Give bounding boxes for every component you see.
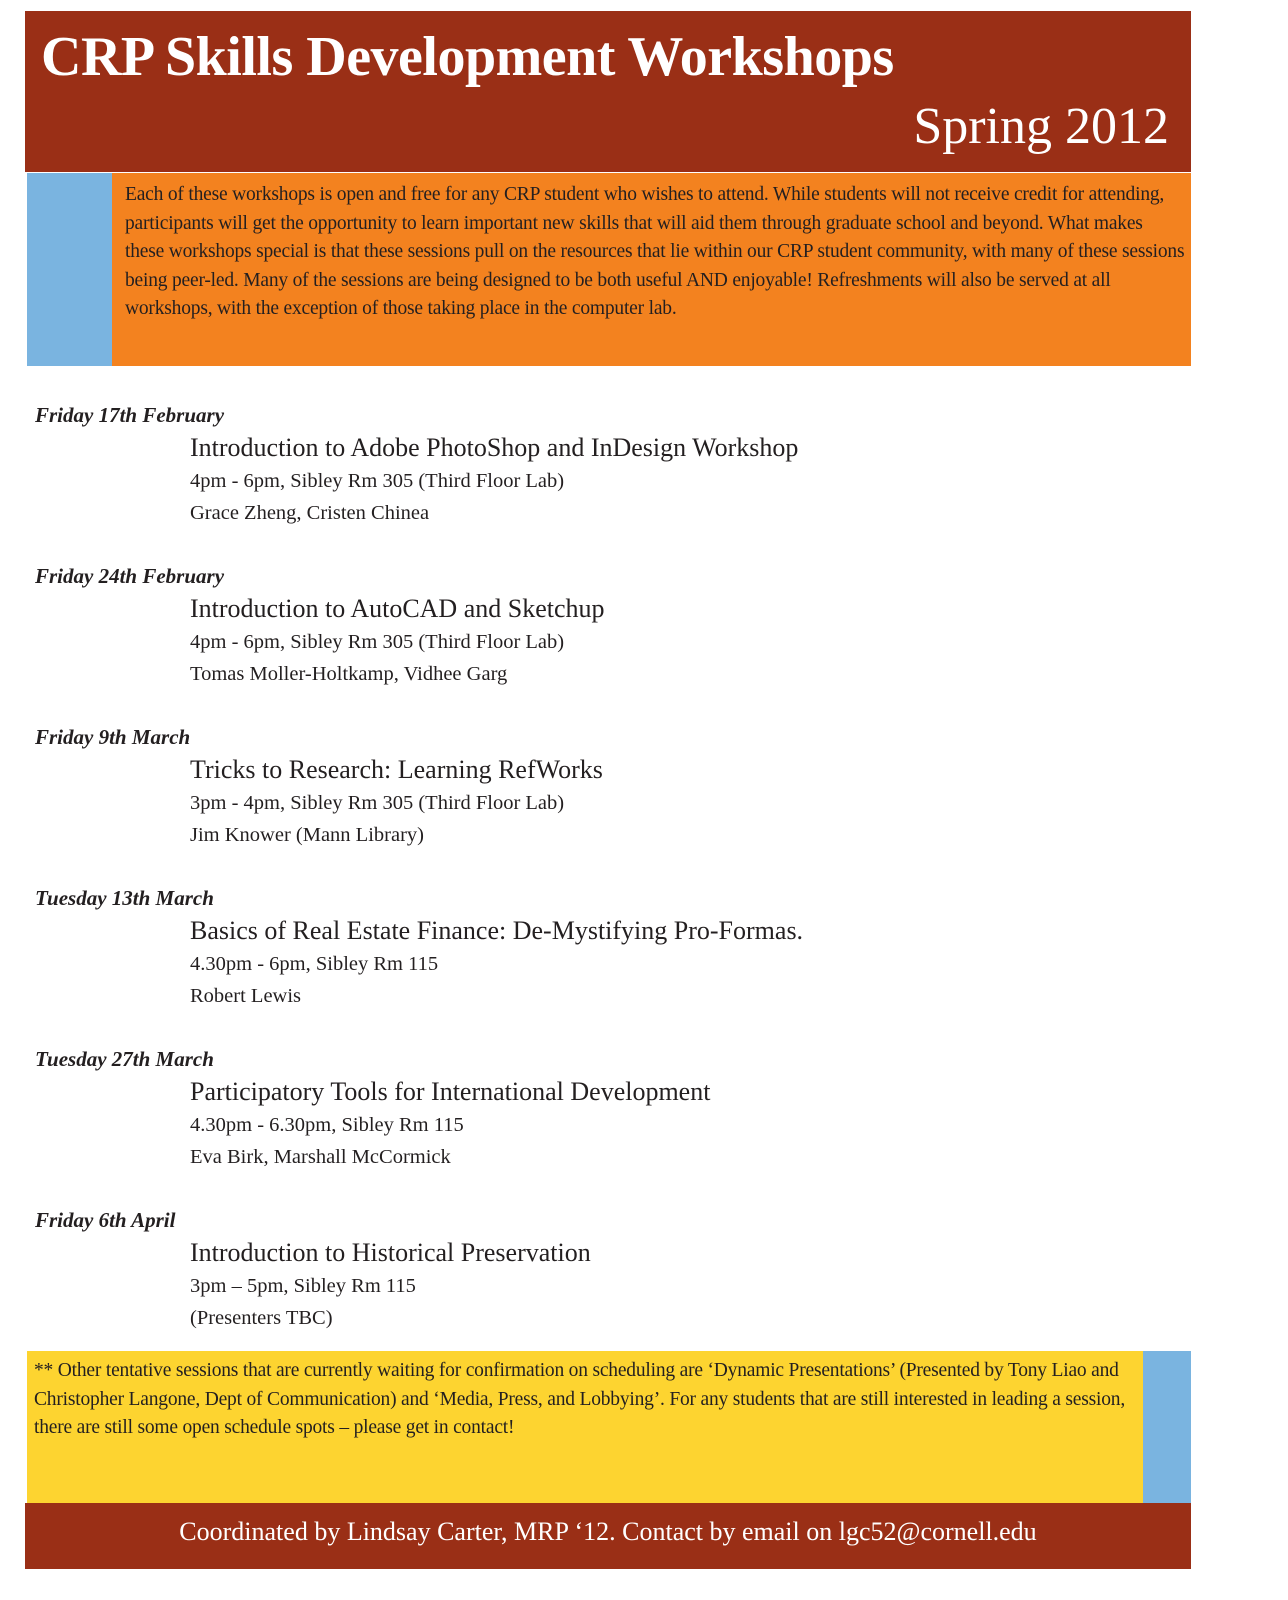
header-banner: [25, 11, 1191, 172]
workshop-time-place: 4pm - 6pm, Sibley Rm 305 (Third Floor Lab): [190, 631, 565, 653]
workshop-time-place: 3pm – 5pm, Sibley Rm 115: [190, 1275, 416, 1297]
workshop-title: Introduction to AutoCAD and Sketchup: [190, 594, 605, 623]
workshop-time-place: 4.30pm - 6pm, Sibley Rm 115: [190, 953, 439, 975]
workshop-item: [0, 1208, 1288, 1358]
workshop-date: Friday 6th April: [35, 1208, 176, 1232]
intro-box: [27, 173, 1191, 366]
note-accent-bar: [1143, 1351, 1191, 1503]
workshop-date: Friday 9th March: [35, 725, 191, 749]
workshop-presenters: Jim Knower (Mann Library): [190, 824, 424, 846]
footer-banner: [25, 1503, 1191, 1569]
page-title: CRP Skills Development Workshops: [41, 26, 894, 88]
workshop-presenters: Robert Lewis: [190, 985, 302, 1007]
workshop-item: [0, 403, 1288, 553]
intro-text: Each of these workshops is open and free for any CRP student who wishes to attend. While students will not receive credit for attending, participants will get the opportunity to learn important new skills that will aid them through graduate school and beyond. What makes these workshops special is that these sessions pull on the resources that lie within our CRP student community, with many of these sessions being peer-led. Many of the sessions are being designed to be both useful AND enjoyable! Refreshments will also be served at all workshops, with the exception of those taking place in the computer lab.: [125, 184, 1185, 320]
workshop-time-place: 4.30pm - 6.30pm, Sibley Rm 115: [190, 1114, 464, 1136]
workshop-presenters: Eva Birk, Marshall McCormick: [190, 1146, 451, 1168]
intro-accent-bar: [27, 173, 112, 366]
workshop-item: [0, 1047, 1288, 1197]
workshop-date: Tuesday 27th March: [35, 1047, 214, 1071]
workshop-item: [0, 886, 1288, 1036]
workshop-time-place: 3pm - 4pm, Sibley Rm 305 (Third Floor Lab): [190, 792, 565, 814]
workshop-title: Basics of Real Estate Finance: De-Mystifying Pro-Formas.: [190, 916, 804, 945]
workshop-date: Tuesday 13th March: [35, 886, 214, 910]
workshop-item: [0, 564, 1288, 714]
workshop-presenters: Grace Zheng, Cristen Chinea: [190, 502, 430, 524]
season-label: Spring 2012: [913, 98, 1169, 155]
workshop-title: Tricks to Research: Learning RefWorks: [190, 755, 603, 784]
workshop-date: Friday 17th February: [35, 403, 225, 427]
workshop-time-place: 4pm - 6pm, Sibley Rm 305 (Third Floor Lab): [190, 470, 565, 492]
workshop-presenters: Tomas Moller-Holtkamp, Vidhee Garg: [190, 663, 508, 685]
workshop-title: Introduction to Historical Preservation: [190, 1238, 591, 1267]
workshop-presenters: (Presenters TBC): [190, 1307, 333, 1329]
workshop-date: Friday 24th February: [35, 564, 225, 588]
footer-contact: Coordinated by Lindsay Carter, MRP ‘12. Contact by email on lgc52@cornell.edu: [179, 1517, 1037, 1546]
note-box: [27, 1351, 1143, 1503]
workshop-item: [0, 725, 1288, 875]
workshop-title: Participatory Tools for International Development: [190, 1077, 711, 1106]
note-text: ** Other tentative sessions that are currently waiting for confirmation on scheduling are ‘Dynamic Presentations’ (Presented by Tony Liao and Christopher Langone, Dept of Communication) and ‘Media, Press, and Lobbying’. For any students that are still interested in leading a session, there are still some open schedule spots – please get in contact!: [34, 1360, 1126, 1438]
workshop-title: Introduction to Adobe PhotoShop and InDesign Workshop: [190, 433, 799, 462]
